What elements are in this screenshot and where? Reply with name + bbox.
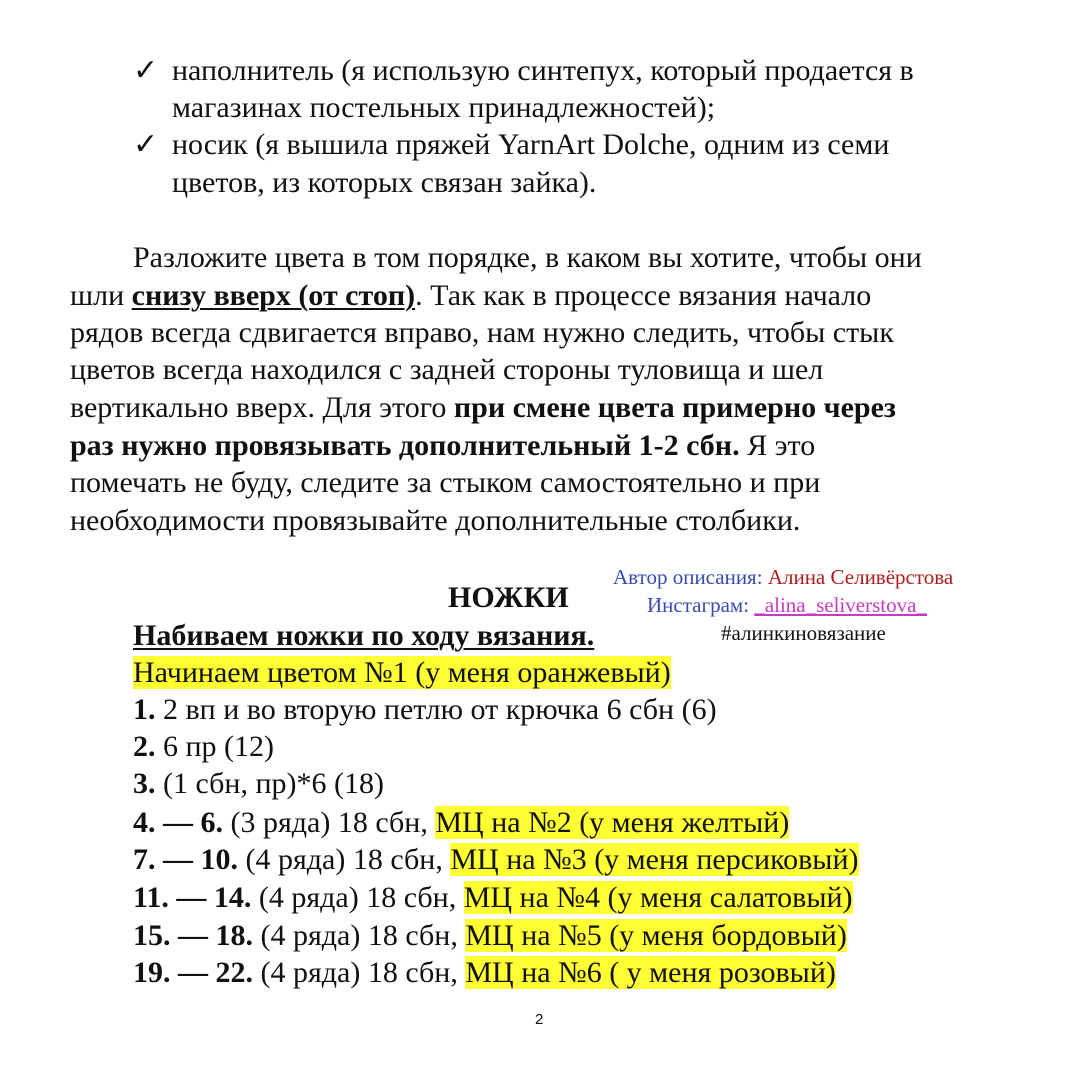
pattern-row [133,729,274,765]
color-change-note: МЦ на №6 ( у меня розовый) [465,956,836,989]
row-number: 19. — 22. [133,956,253,989]
author-credit [613,564,953,590]
pattern-row [133,918,847,954]
intro-emphasis: при смене цвета примерно через [453,391,896,424]
row-instruction: (1 сбн, пр)*6 (18) [155,767,385,800]
intro-text: Я это [739,429,816,462]
intro-text: . Так как в процессе вязания начало [415,279,872,312]
row-number: 2. [133,730,156,763]
pattern-row [133,842,859,878]
pattern-row [133,805,789,841]
color-change-note: МЦ на №3 (у меня персиковый) [450,843,859,876]
materials-item-2-line-1: носик (я вышила пряжей YarnArt Dolche, одним из семи [172,128,890,161]
hashtag[interactable]: #алинкиновязание [721,621,886,645]
start-color-text: Начинаем цветом №1 (у меня оранжевый) [133,656,671,689]
pattern-row [133,766,384,802]
instagram-label: Инстаграм: [647,593,750,617]
row-number: 11. — 14. [133,881,252,914]
row-instruction: 2 вп и во вторую петлю от крючка 6 сбн (6) [155,693,717,726]
color-change-note: МЦ на №5 (у меня бордовый) [465,919,847,952]
row-number: 15. — 18. [133,919,253,952]
author-label: Автор описания: [613,565,763,589]
intro-line-8: необходимости провязывайте дополнительные столбики. [70,504,801,537]
row-instruction: (4 ряда) 18 сбн, [238,843,451,876]
checkmark-icon: ✓ [133,127,159,162]
intro-emphasis: раз нужно провязывать дополнительный 1-2 сбн. [70,429,740,462]
row-instruction: (4 ряда) 18 сбн, [251,881,464,914]
color-change-note: МЦ на №4 (у меня салатовый) [463,881,853,914]
intro-line-7: помечать не буду, следите за стыком самостоятельно и при [70,466,821,499]
start-color-note [133,655,671,691]
row-instruction: (3 ряда) 18 сбн, [223,806,436,839]
row-number: 1. [133,693,156,726]
materials-item-1-line-2: магазинах постельных принадлежностей); [172,91,716,124]
intro-line-1: Разложите цвета в том порядке, в каком вы хотите, чтобы они [133,241,922,274]
intro-line-6 [70,428,815,464]
row-instruction: 6 пр (12) [155,730,275,763]
row-number: 7. — 10. [133,843,238,876]
instagram-handle[interactable]: _alina_seliverstova_ [754,593,927,617]
intro-text: вертикально вверх. Для этого [70,391,454,424]
page-number: 2 [535,1011,544,1028]
pattern-row [133,955,836,991]
row-instruction: (4 ряда) 18 сбн, [253,956,466,989]
checkmark-icon: ✓ [133,53,159,88]
intro-emphasis: снизу вверх (от стоп) [131,279,416,312]
intro-line-5 [70,390,896,426]
intro-text: шли [70,279,132,312]
pattern-row [133,880,853,916]
pattern-row [133,692,717,728]
instagram-credit [647,592,927,618]
materials-item-1-line-1: наполнитель (я использую синтепух, который продается в [172,54,914,87]
intro-line-2 [70,278,871,314]
row-number: 3. [133,767,156,800]
materials-item-2-line-2: цветов, из которых связан зайка). [172,166,597,199]
intro-line-4: цветов всегда находился с задней стороны туловища и шел [70,353,824,386]
section-subtitle [133,618,594,654]
intro-line-3: рядов всегда сдвигается вправо, нам нужно следить, чтобы стык [70,316,894,349]
row-instruction: (4 ряда) 18 сбн, [253,919,466,952]
section-subtitle-text: Набиваем ножки по ходу вязания. [133,619,595,652]
row-number: 4. — 6. [133,806,223,839]
section-title: НОЖКИ [448,581,569,614]
author-name: Алина Селивёрстова [767,565,954,589]
color-change-note: МЦ на №2 (у меня желтый) [435,806,790,839]
